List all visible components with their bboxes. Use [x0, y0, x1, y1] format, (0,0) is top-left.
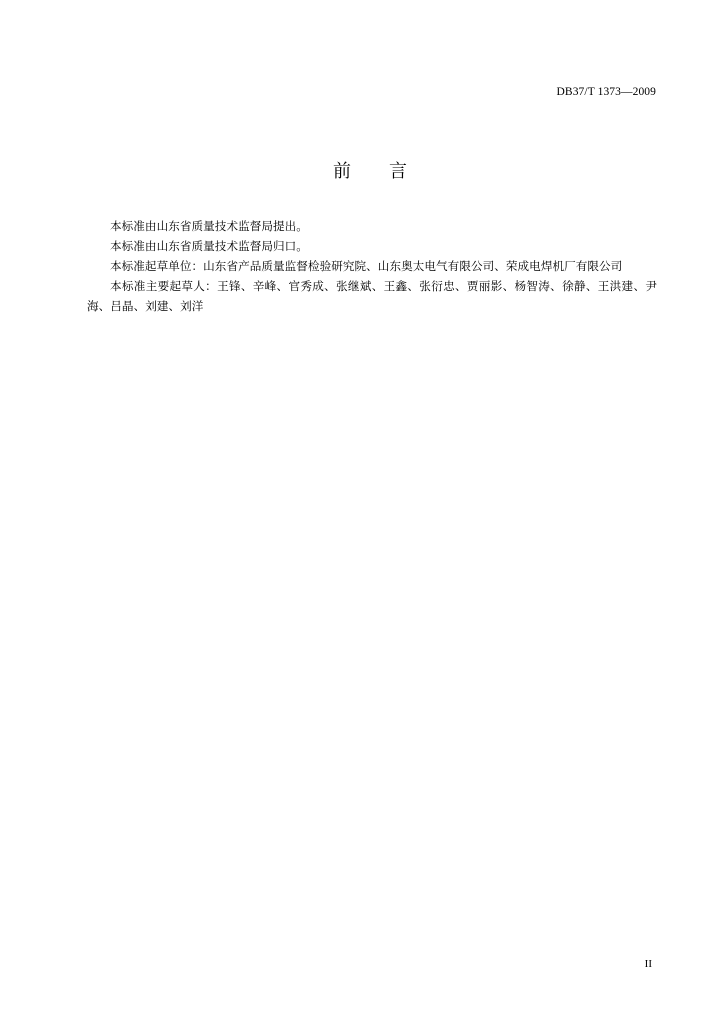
paragraph-managed-by: 本标准由山东省质量技术监督局归口。 — [110, 239, 308, 253]
document-id: DB37/T 1373—2009 — [556, 86, 656, 98]
foreword-body — [87, 216, 657, 316]
title-char-1: 前 — [333, 161, 351, 182]
page-number: II — [644, 958, 652, 970]
page-title — [0, 157, 724, 183]
title-char-2: 言 — [389, 161, 407, 182]
paragraph-main-drafters: 本标准主要起草人：王锋、辛峰、官秀成、张继斌、王鑫、张衍忠、贾丽影、杨智涛、徐静、王洪建、尹海、吕晶、刘建、刘洋 — [87, 279, 657, 313]
paragraph-proposed-by: 本标准由山东省质量技术监督局提出。 — [110, 219, 308, 233]
paragraph-drafting-units: 本标准起草单位：山东省产品质量监督检验研究院、山东奥太电气有限公司、荣成电焊机厂有限公司 — [110, 259, 623, 273]
